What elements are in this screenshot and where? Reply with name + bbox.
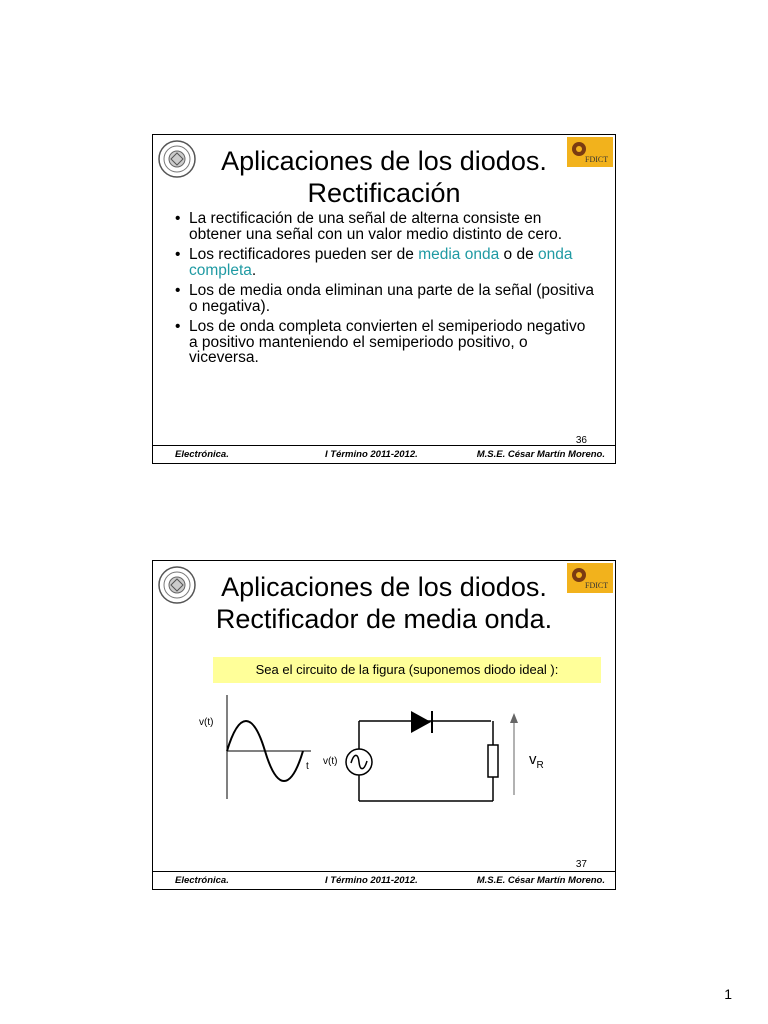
graph-y-label: v(t) <box>199 717 214 728</box>
footer-divider <box>153 871 615 872</box>
resistor-icon <box>488 745 498 777</box>
slide-footer <box>153 447 615 463</box>
half-wave-circuit-diagram <box>153 689 617 809</box>
bullet-item <box>175 211 595 242</box>
title-line-2: Rectificador de media onda. <box>215 604 553 634</box>
footer-term: I Término 2011-2012. <box>325 449 418 460</box>
resistor-voltage-label <box>529 751 544 771</box>
logo-text: FDICT <box>585 581 609 590</box>
title-line-1: Aplicaciones de los diodos. <box>221 572 547 602</box>
footer-author: M.S.E. César Martín Moreno. <box>476 449 605 460</box>
bullet-text: Los de onda completa convierten el semiperiodo negativo a positivo manteniendo el semiperiodo positivo, o viceversa. <box>189 318 586 366</box>
bullet-text: . <box>251 261 257 279</box>
footer-author: M.S.E. César Martín Moreno. <box>476 875 605 886</box>
page-number: 37 <box>575 859 587 870</box>
slide-footer <box>153 873 615 889</box>
highlighted-term: media onda <box>418 246 500 263</box>
vr-subscript: R <box>536 760 544 771</box>
bullet-text: La rectificación de una señal de alterna consiste en obtener una señal con un valor medio distinto de cero. <box>189 210 563 243</box>
page-number: 36 <box>575 435 587 446</box>
bullet-item <box>175 283 595 314</box>
bullet-text: o de <box>499 246 538 263</box>
graph-x-label: t <box>306 761 309 772</box>
bullet-item <box>175 319 595 366</box>
footer-course: Electrónica. <box>175 449 229 460</box>
footer-course: Electrónica. <box>175 875 229 886</box>
logo-text: FDICT <box>585 155 609 164</box>
sheet-page-number: 1 <box>724 986 732 1002</box>
title-line-2: Rectificación <box>307 178 461 208</box>
slide-36 <box>152 134 616 464</box>
footer-divider <box>153 445 615 446</box>
bullet-list <box>175 211 595 371</box>
bullet-text: Los rectificadores pueden ser de <box>189 246 419 263</box>
slide-title <box>193 571 575 635</box>
source-label: v(t) <box>323 756 338 767</box>
diode-icon <box>411 711 431 733</box>
university-seal-icon <box>157 139 197 179</box>
title-line-1: Aplicaciones de los diodos. <box>221 146 547 176</box>
voltage-arrow-icon <box>510 713 518 723</box>
highlighted-term: onda completa <box>189 246 573 279</box>
bullet-item <box>175 247 595 278</box>
slide-title <box>193 145 575 209</box>
vr-main: v <box>529 751 537 768</box>
bullet-text: Los de media onda eliminan una parte de la señal (positiva o negativa). <box>189 282 594 315</box>
university-seal-icon <box>157 565 197 605</box>
footer-term: I Término 2011-2012. <box>325 875 418 886</box>
circuit-note: Sea el circuito de la figura (suponemos diodo ideal ): <box>213 657 601 683</box>
slide-37 <box>152 560 616 890</box>
